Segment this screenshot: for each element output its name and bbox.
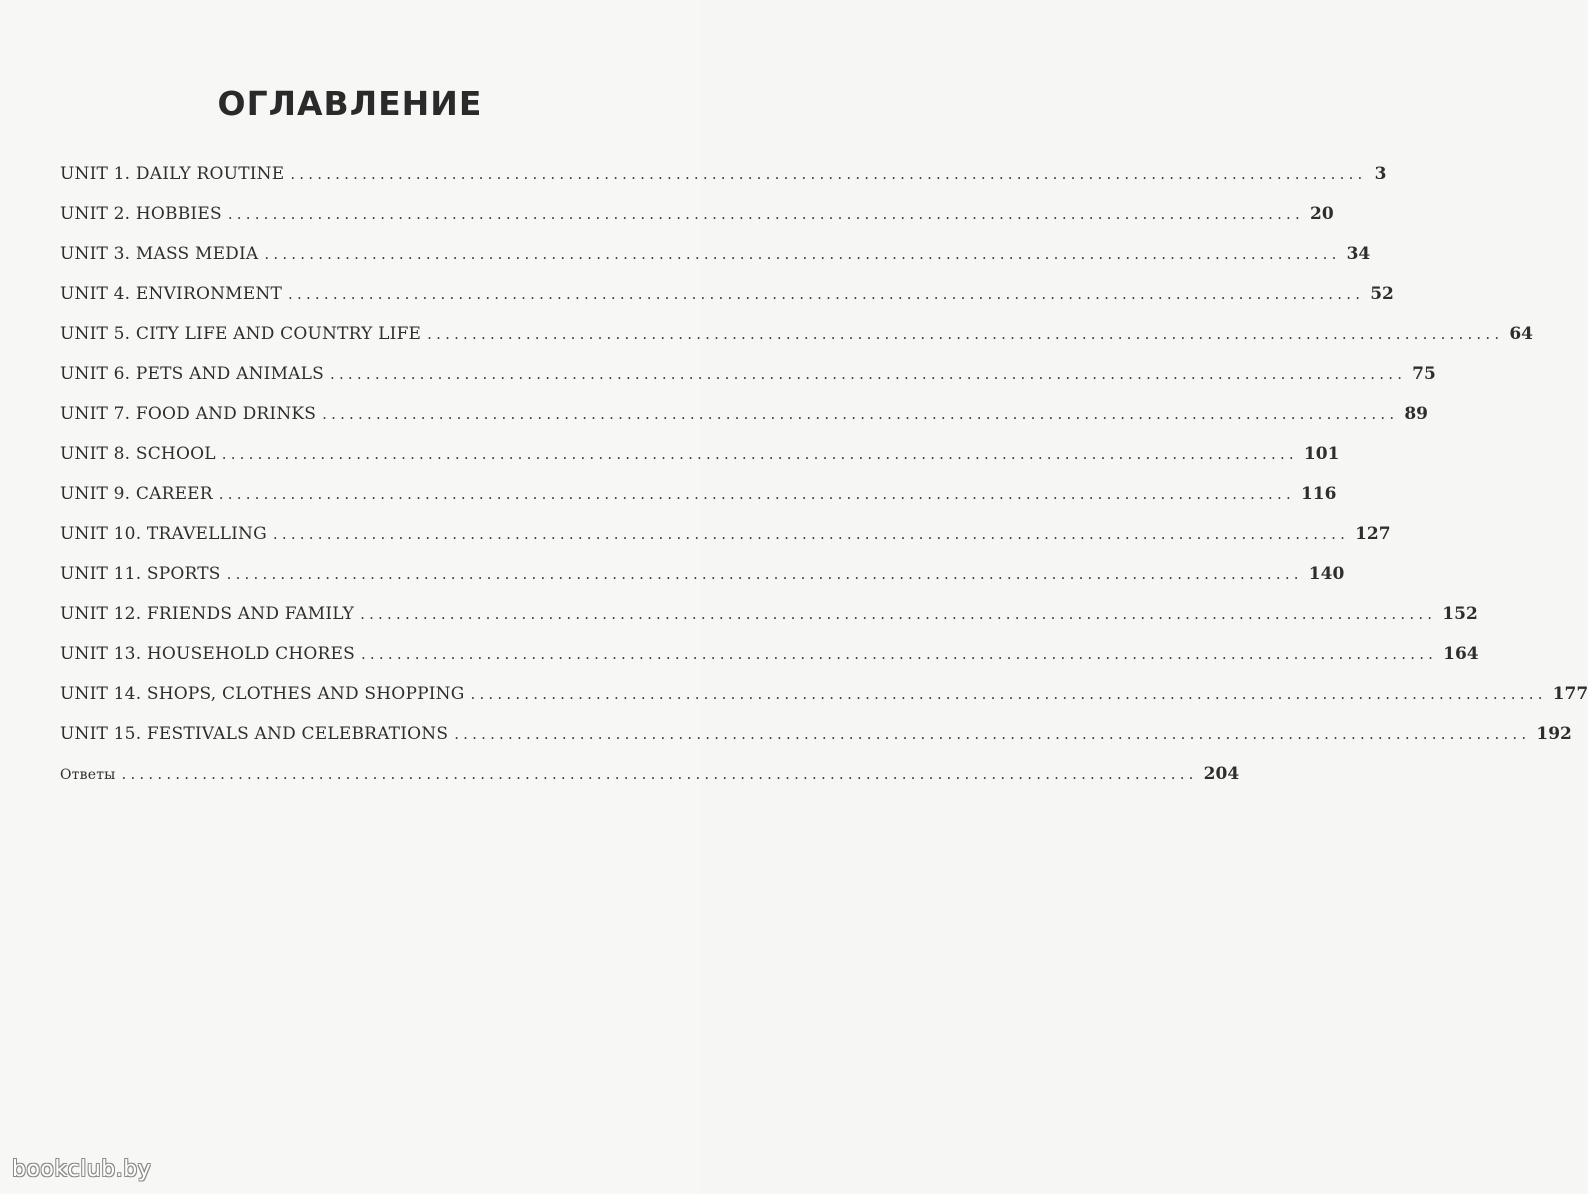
toc-entry-page: 64 <box>1509 324 1534 344</box>
toc-entry-title: UNIT 4. ENVIRONMENT <box>60 284 283 304</box>
table-of-contents <box>60 160 1588 800</box>
toc-entry <box>60 560 1345 600</box>
toc-entry <box>60 400 1428 440</box>
toc-entry-page: 164 <box>1443 644 1479 664</box>
watermark-logo: bookclub.by <box>12 1157 152 1182</box>
toc-entry-page: 34 <box>1346 244 1371 264</box>
toc-entry <box>60 480 1337 520</box>
toc-entry <box>60 520 1391 560</box>
toc-entry <box>60 680 1588 720</box>
dot-leader: ........................................................................................................................ <box>226 565 1303 583</box>
toc-entry-title: UNIT 11. SPORTS <box>60 564 221 584</box>
toc-entry-page: 116 <box>1300 484 1337 504</box>
toc-entry-title: UNIT 7. FOOD AND DRINKS <box>60 404 317 424</box>
toc-entry-page: 89 <box>1404 404 1428 424</box>
toc-entry-page: 3 <box>1374 164 1387 184</box>
toc-entry-title: UNIT 14. SHOPS, CLOTHES AND SHOPPING <box>60 684 465 704</box>
dot-leader: ........................................................................................................................ <box>218 485 1295 503</box>
toc-entry <box>60 200 1334 240</box>
dot-leader: ........................................................................................................................ <box>470 685 1547 703</box>
dot-leader: ........................................................................................................................ <box>360 605 1437 623</box>
toc-entry-title: UNIT 2. HOBBIES <box>60 204 222 224</box>
toc-entry <box>60 440 1340 480</box>
toc-entry-page: 204 <box>1203 764 1240 784</box>
dot-leader: ........................................................................................................................ <box>322 405 1399 423</box>
toc-entry-title: UNIT 12. FRIENDS AND FAMILY <box>60 604 355 624</box>
dot-leader: ........................................................................................................................ <box>360 645 1438 663</box>
toc-entry <box>60 720 1572 760</box>
toc-entry-title: UNIT 1. DAILY ROUTINE <box>60 164 285 184</box>
toc-entry-page: 152 <box>1442 604 1478 624</box>
toc-entry-title: UNIT 13. HOUSEHOLD CHORES <box>60 644 355 664</box>
dot-leader: ........................................................................................................................ <box>330 365 1407 383</box>
toc-entry <box>60 640 1479 680</box>
page-title: ОГЛАВЛЕНИЕ <box>217 84 483 123</box>
dot-leader: ........................................................................................................................ <box>221 445 1298 463</box>
toc-entry-page: 140 <box>1308 564 1345 584</box>
toc-entry <box>60 160 1387 200</box>
dot-leader: ........................................................................................................................ <box>272 525 1350 543</box>
toc-entry <box>60 240 1371 280</box>
toc-entry-page: 192 <box>1536 724 1572 744</box>
toc-entry-title: UNIT 15. FESTIVALS AND CELEBRATIONS <box>60 724 449 744</box>
toc-entry-page: 75 <box>1412 364 1436 384</box>
toc-entry-title: UNIT 9. CAREER <box>60 484 213 504</box>
toc-entry-title: UNIT 10. TRAVELLING <box>60 524 267 544</box>
dot-leader: ........................................................................................................................ <box>264 245 1341 263</box>
toc-entry-page: 101 <box>1303 444 1340 464</box>
toc-entry-page: 20 <box>1309 204 1334 224</box>
toc-entry-title: UNIT 3. MASS MEDIA <box>60 244 259 264</box>
dot-leader: ........................................................................................................................ <box>288 285 1365 303</box>
toc-entry-answers <box>60 760 1240 800</box>
toc-entry-page: 52 <box>1370 284 1394 304</box>
toc-entry-title: Ответы <box>60 767 116 783</box>
dot-leader: ........................................................................................................................ <box>454 725 1531 743</box>
toc-entry-title: UNIT 6. PETS AND ANIMALS <box>60 364 324 384</box>
toc-entry-page: 177 <box>1552 684 1588 704</box>
toc-entry <box>60 600 1478 640</box>
toc-entry-title: UNIT 8. SCHOOL <box>60 444 216 464</box>
toc-entry <box>60 320 1534 360</box>
dot-leader: ........................................................................................................................ <box>290 165 1367 183</box>
toc-entry-title: UNIT 5. CITY LIFE AND COUNTRY LIFE <box>60 324 422 344</box>
dot-leader: ........................................................................................................................ <box>427 325 1504 343</box>
toc-entry <box>60 360 1436 400</box>
dot-leader: ........................................................................................................................ <box>121 765 1198 783</box>
toc-entry <box>60 280 1394 320</box>
dot-leader: ........................................................................................................................ <box>227 205 1304 223</box>
toc-entry-page: 127 <box>1355 524 1391 544</box>
